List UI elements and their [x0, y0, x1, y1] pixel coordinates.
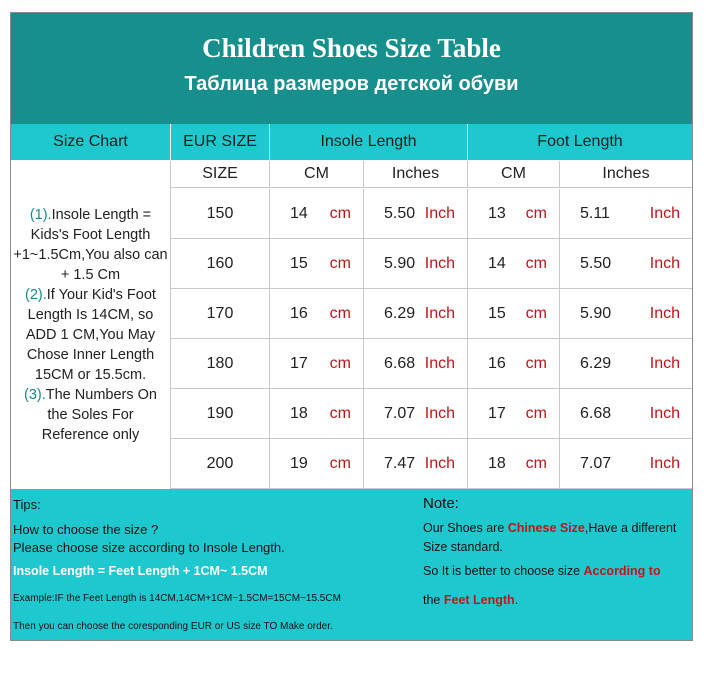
insole-inch-value-cell: [364, 389, 468, 439]
subheader-foot-inches: Inches: [560, 161, 692, 188]
insole-cm-value-cell: [270, 439, 364, 489]
note-2-label: (2).: [25, 287, 47, 303]
eur-size-value-cell: [171, 289, 270, 339]
insole-inch-value: 5.90: [384, 254, 416, 272]
tips-please: Please choose size according to Insole Length.: [13, 540, 285, 555]
foot-inch-value-cell: [560, 339, 692, 389]
foot-cm-value: 15: [488, 304, 506, 322]
tips-example: Example:IF the Feet Length is 14CM,14CM+1CM~1.5CM=15CM~15.5CM: [13, 593, 341, 604]
eur-size-value: 150: [206, 204, 234, 222]
note-line-4c: .: [514, 593, 519, 607]
subheader-insole-cm: CM: [270, 161, 364, 188]
unit-label: cm: [525, 354, 547, 372]
foot-inch-value: 5.50: [580, 254, 612, 272]
eur-size-value: 180: [206, 354, 234, 372]
foot-cm-value-cell: [468, 439, 560, 489]
note-3-text: The Numbers On the Soles For Reference only: [41, 387, 157, 443]
subheader-foot-cm: CM: [468, 161, 560, 188]
unit-label: cm: [329, 304, 351, 322]
unit-label: Inch: [424, 254, 455, 272]
insole-inch-value-cell: [364, 439, 468, 489]
eur-size-value-cell: [171, 189, 270, 239]
insole-inch-value: 7.07: [384, 404, 416, 422]
size-table-frame: [10, 12, 693, 641]
unit-label: Inch: [649, 254, 680, 272]
insole-cm-value-cell: [270, 239, 364, 289]
note-2-text: If Your Kid's Foot Length Is 14CM, so ADD 1 CM,You May Chose Inner Length 15CM or 15.5cm.: [25, 287, 156, 383]
unit-label: cm: [525, 254, 547, 272]
insole-cm-value: 19: [290, 454, 308, 472]
note-label: Note:: [423, 495, 459, 512]
foot-cm-value: 17: [488, 404, 506, 422]
foot-cm-value: 14: [488, 254, 506, 272]
page-title: Children Shoes Size Table: [202, 33, 501, 63]
title-banner: [11, 13, 692, 124]
foot-cm-value: 16: [488, 354, 506, 372]
foot-cm-value: 13: [488, 204, 506, 222]
note-line-1c: ,Have a different: [584, 521, 677, 535]
insole-cm-value-cell: [270, 389, 364, 439]
insole-cm-value: 18: [290, 404, 308, 422]
foot-cm-value: 18: [488, 454, 506, 472]
foot-cm-value-cell: [468, 239, 560, 289]
unit-label: cm: [525, 454, 547, 472]
tips-how: How to choose the size ?: [13, 522, 159, 537]
insole-inch-value: 6.68: [384, 354, 416, 372]
foot-cm-value-cell: [468, 389, 560, 439]
note-line-1a: Our Shoes are: [423, 521, 508, 535]
foot-cm-value-cell: [468, 289, 560, 339]
unit-label: Inch: [424, 404, 455, 422]
unit-label: Inch: [424, 204, 455, 222]
unit-label: cm: [329, 354, 351, 372]
foot-inch-value-cell: [560, 389, 692, 439]
insole-inch-value-cell: [364, 289, 468, 339]
foot-inch-value: 7.07: [580, 454, 612, 472]
unit-label: Inch: [424, 354, 455, 372]
unit-label: Inch: [649, 404, 680, 422]
unit-label: cm: [329, 204, 351, 222]
tips-formula: Insole Length = Feet Length + 1CM~ 1.5CM: [13, 564, 268, 578]
eur-size-value-cell: [171, 389, 270, 439]
eur-size-value: 200: [206, 454, 234, 472]
header-foot-length: Foot Length: [468, 124, 692, 160]
note-line-1: [423, 521, 676, 535]
foot-cm-value-cell: [468, 189, 560, 239]
eur-size-value-cell: [171, 239, 270, 289]
note-according-to: According to: [583, 564, 661, 578]
unit-label: cm: [329, 404, 351, 422]
insole-inch-value-cell: [364, 189, 468, 239]
unit-label: cm: [329, 254, 351, 272]
unit-label: Inch: [424, 454, 455, 472]
insole-inch-value: 5.50: [384, 204, 416, 222]
unit-label: Inch: [649, 204, 680, 222]
note-line-4a: the: [423, 593, 444, 607]
note-line-3a: So It is better to choose size: [423, 564, 584, 578]
foot-inch-value: 6.29: [580, 354, 612, 372]
note-1-text: Insole Length = Kids's Foot Length +1~1.5Cm,You also can + 1.5 Cm: [13, 207, 168, 283]
note-feet-length: Feet Length: [443, 593, 515, 607]
foot-inch-value-cell: [560, 239, 692, 289]
insole-cm-value: 16: [290, 304, 308, 322]
eur-size-value-cell: [171, 439, 270, 489]
header-insole-length: Insole Length: [270, 124, 468, 160]
eur-size-value: 190: [206, 404, 234, 422]
foot-inch-value: 5.11: [580, 204, 610, 222]
foot-inch-value: 5.90: [580, 304, 612, 322]
insole-cm-value: 17: [290, 354, 308, 372]
note-3-label: (3).: [24, 387, 46, 403]
insole-inch-value: 7.47: [384, 454, 416, 472]
subheader-insole-inches: Inches: [364, 161, 468, 188]
unit-label: Inch: [424, 304, 455, 322]
note-chinese-size: Chinese Size: [507, 521, 585, 535]
insole-cm-value-cell: [270, 289, 364, 339]
insole-cm-value: 14: [290, 204, 308, 222]
insole-cm-value-cell: [270, 339, 364, 389]
eur-size-value: 160: [206, 254, 234, 272]
foot-inch-value: 6.68: [580, 404, 612, 422]
insole-cm-value: 15: [290, 254, 308, 272]
note-line-4: [423, 593, 518, 607]
size-notes: [11, 161, 171, 489]
tips-then: Then you can choose the coresponding EUR or US size TO Make order.: [13, 621, 333, 632]
insole-inch-value-cell: [364, 339, 468, 389]
foot-cm-value-cell: [468, 339, 560, 389]
unit-label: cm: [525, 204, 547, 222]
eur-size-value-cell: [171, 339, 270, 389]
header-eur-size: EUR SIZE: [171, 124, 270, 160]
insole-inch-value-cell: [364, 239, 468, 289]
foot-inch-value-cell: [560, 439, 692, 489]
unit-label: cm: [525, 404, 547, 422]
foot-inch-value-cell: [560, 289, 692, 339]
foot-inch-value-cell: [560, 189, 692, 239]
insole-inch-value: 6.29: [384, 304, 416, 322]
insole-cm-value-cell: [270, 189, 364, 239]
note-line-2: Size standard.: [423, 540, 503, 554]
eur-size-value: 170: [206, 304, 234, 322]
note-line-3: [423, 564, 661, 578]
header-size-chart: Size Chart: [11, 124, 171, 160]
unit-label: cm: [525, 304, 547, 322]
unit-label: cm: [329, 454, 351, 472]
subheader-size: SIZE: [171, 161, 270, 188]
note-1-label: (1).: [29, 207, 52, 223]
footer-tips: [11, 489, 692, 640]
unit-label: Inch: [649, 454, 680, 472]
unit-label: Inch: [649, 354, 680, 372]
tips-label: Tips:: [13, 497, 41, 512]
page-subtitle: Таблица размеров детской обуви: [184, 73, 519, 95]
unit-label: Inch: [649, 304, 680, 322]
